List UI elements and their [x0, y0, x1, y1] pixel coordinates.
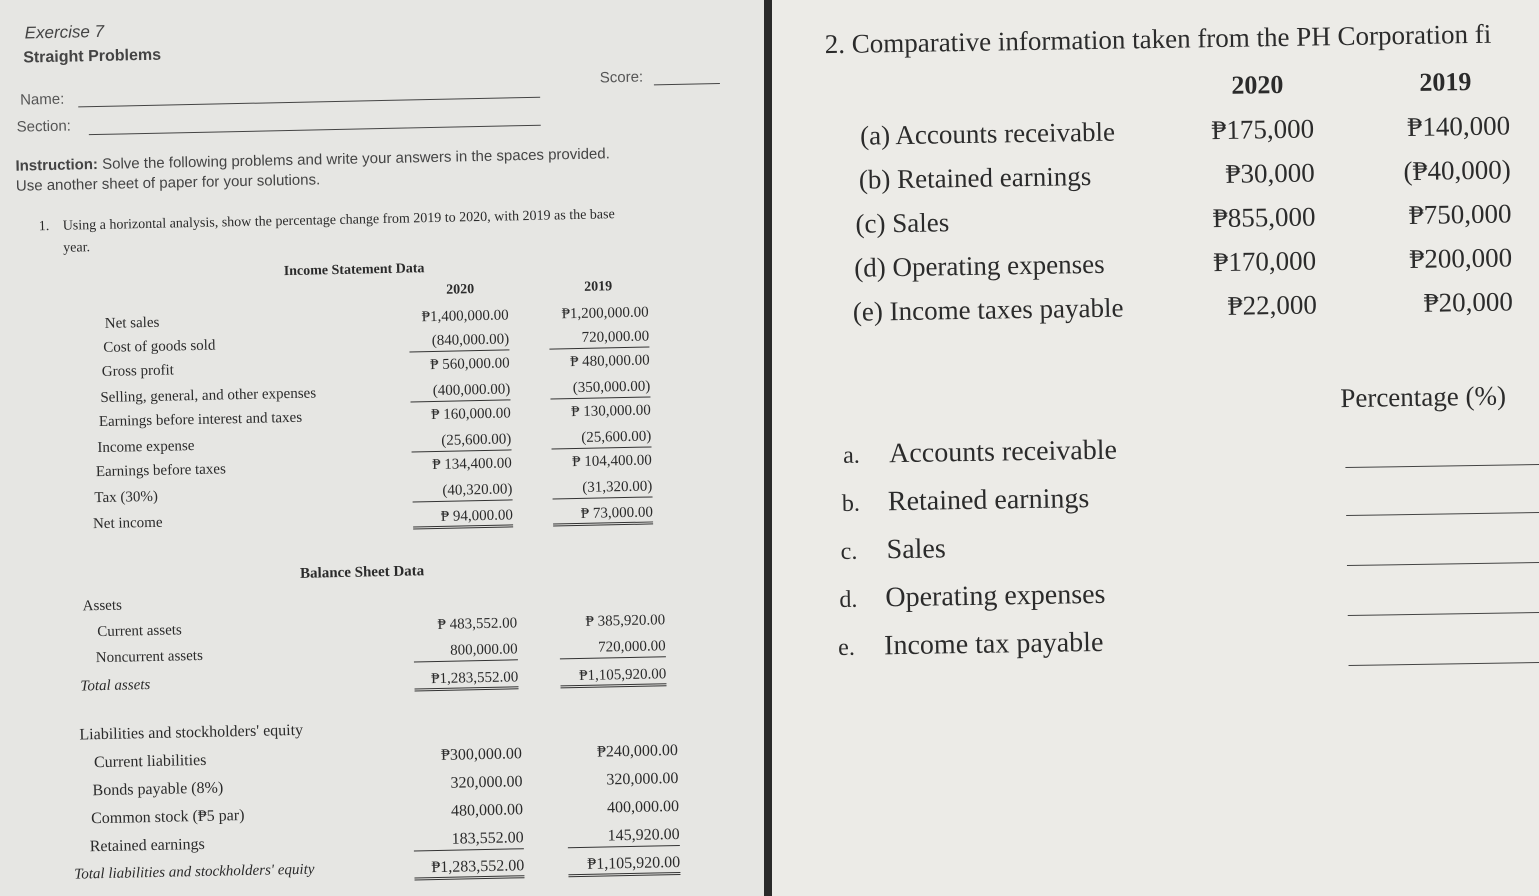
percentage-header: Percentage (%)	[1340, 380, 1507, 414]
liability-row-2019: ₱1,105,920.00	[568, 854, 680, 877]
name-label: Name:	[19, 90, 65, 109]
comparative-row-label: (c) Sales	[855, 207, 950, 239]
answer-blank-b[interactable]	[1346, 512, 1539, 516]
income-row-2019: ₱ 480,000.00	[569, 352, 650, 371]
name-field[interactable]	[78, 97, 540, 108]
answer-label: Accounts receivable	[888, 434, 1118, 470]
problem2-text: 2. Comparative information taken from the PH Corporation fi	[824, 18, 1492, 60]
problem1-text-2: year.	[63, 240, 91, 256]
asset-row-2019: ₱ 385,920.00	[585, 612, 666, 630]
liability-row-label: Bonds payable (8%)	[92, 779, 224, 800]
p2-col-2020: 2020	[1231, 69, 1284, 100]
comparative-row-label: (d) Operating expenses	[853, 248, 1105, 283]
section-label: Section:	[16, 117, 72, 136]
income-row-2020: ₱ 134,400.00	[432, 455, 512, 474]
answer-label: Operating expenses	[885, 578, 1106, 614]
income-row-2020: (840,000.00)	[409, 331, 509, 352]
instruction-label: Instruction:	[15, 155, 99, 175]
income-row-2019: ₱ 104,400.00	[572, 452, 652, 471]
asset-row-2020: ₱1,283,552.00	[414, 669, 518, 691]
exercise-label: Exercise 7	[24, 21, 105, 43]
income-statement-title: Income Statement Data	[283, 261, 425, 280]
liability-row-label: Total liabilities and stockholders' equity	[74, 861, 315, 883]
liability-row-2020: ₱300,000.00	[440, 745, 523, 764]
income-row-label: Net income	[92, 514, 163, 533]
assets-heading: Assets	[82, 597, 123, 615]
comparative-row-2020: ₱170,000	[1213, 245, 1317, 278]
liability-row-2019: 145,920.00	[567, 826, 679, 848]
liability-row-2020: ₱1,283,552.00	[414, 857, 524, 880]
answer-letter: c.	[840, 538, 858, 565]
comparative-row-2019: ₱140,000	[1407, 110, 1511, 143]
instruction-text: Solve the following problems and write your answers in the spaces provided.	[101, 145, 610, 173]
left-page	[0, 0, 764, 896]
comparative-row-label: (a) Accounts receivable	[859, 116, 1116, 151]
comparative-row-2019: ₱750,000	[1408, 198, 1512, 231]
income-col-2019: 2019	[583, 279, 613, 295]
liability-row-label: Current liabilities	[93, 751, 207, 772]
income-row-2020: ₱ 160,000.00	[431, 405, 511, 424]
comparative-row-2020: ₱30,000	[1225, 157, 1316, 189]
income-row-2019: ₱ 130,000.00	[570, 402, 651, 421]
liabilities-heading: Liabilities and stockholders' equity	[79, 721, 304, 744]
comparative-row-2019: ₱200,000	[1409, 242, 1513, 275]
balance-sheet-title: Balance Sheet Data	[299, 563, 425, 582]
income-row-label: Tax (30%)	[94, 488, 159, 507]
section-field[interactable]	[89, 125, 541, 135]
liability-row-2020: 320,000.00	[450, 773, 523, 792]
liability-row-label: Common stock (₱5 par)	[90, 807, 245, 828]
comparative-row-2019: ₱20,000	[1423, 286, 1514, 318]
income-row-label: Cost of goods sold	[103, 337, 216, 356]
heading: Straight Problems	[23, 46, 162, 67]
asset-row-2019: ₱1,105,920.00	[560, 666, 666, 688]
comparative-row-label: (e) Income taxes payable	[852, 292, 1124, 327]
asset-row-2020: 800,000.00	[414, 641, 518, 662]
answer-letter: b.	[841, 490, 861, 517]
p2-col-2019: 2019	[1419, 67, 1472, 97]
answer-blank-c[interactable]	[1347, 562, 1539, 566]
answer-letter: a.	[842, 442, 861, 469]
liability-row-2019: ₱240,000.00	[596, 741, 679, 761]
comparative-row-label: (b) Retained earnings	[858, 161, 1092, 195]
answer-blank-a[interactable]	[1345, 464, 1539, 468]
problem1-text: Using a horizontal analysis, show the percentage change from 2019 to 2020, with 2019 as the base	[62, 207, 615, 234]
score-label: Score:	[599, 68, 644, 87]
income-col-2020: 2020	[446, 282, 475, 298]
answer-label: Sales	[886, 533, 946, 566]
answer-label: Income tax payable	[883, 626, 1104, 662]
liability-row-2019: 320,000.00	[606, 769, 679, 789]
answer-letter: e.	[837, 634, 856, 662]
score-field[interactable]	[654, 83, 720, 85]
income-row-2019: (31,320.00)	[552, 478, 652, 499]
income-row-2020: ₱1,400,000.00	[421, 307, 509, 326]
liability-row-2020: 183,552.00	[414, 829, 524, 851]
answer-letter: d.	[839, 586, 858, 614]
income-row-2019: (350,000.00)	[550, 378, 650, 399]
liability-row-label: Retained earnings	[89, 835, 205, 856]
income-row-2020: (25,600.00)	[411, 431, 511, 452]
comparative-row-2020: ₱175,000	[1211, 113, 1315, 146]
income-row-label: Net sales	[104, 314, 160, 332]
income-row-label: Selling, general, and other expenses	[100, 385, 317, 406]
income-row-2019: (25,600.00)	[551, 428, 651, 449]
income-row-label: Earnings before interest and taxes	[98, 409, 303, 431]
answer-label: Retained earnings	[887, 483, 1090, 518]
asset-row-2020: ₱ 483,552.00	[437, 615, 518, 633]
income-row-2019: ₱ 73,000.00	[553, 504, 653, 526]
instruction-text-2: Use another sheet of paper for your solutions.	[15, 171, 321, 195]
asset-row-label: Total assets	[80, 677, 151, 695]
problem1-number: 1.	[38, 219, 50, 235]
income-row-label: Earnings before taxes	[95, 461, 227, 481]
income-row-2020: (400,000.00)	[410, 381, 510, 402]
comparative-row-2020: ₱22,000	[1227, 289, 1318, 321]
comparative-row-2020: ₱855,000	[1212, 201, 1316, 234]
income-row-2020: ₱ 94,000.00	[413, 507, 513, 529]
income-row-label: Income expense	[97, 438, 195, 457]
income-row-2019: ₱1,200,000.00	[561, 304, 649, 323]
answer-blank-e[interactable]	[1349, 662, 1539, 666]
instruction	[15, 145, 610, 174]
income-row-2020: (40,320.00)	[412, 481, 512, 502]
liability-row-2019: 400,000.00	[606, 797, 680, 817]
income-row-label: Gross profit	[101, 362, 175, 380]
right-page	[772, 0, 1539, 896]
liability-row-2020: 480,000.00	[450, 801, 524, 820]
income-row-2019: 720,000.00	[549, 328, 649, 349]
answer-blank-d[interactable]	[1348, 612, 1539, 616]
income-row-2020: ₱ 560,000.00	[429, 355, 510, 374]
asset-row-label: Current assets	[97, 622, 182, 641]
asset-row-label: Noncurrent assets	[95, 647, 204, 667]
comparative-row-2019: (₱40,000)	[1403, 154, 1511, 187]
asset-row-2019: 720,000.00	[560, 638, 666, 659]
